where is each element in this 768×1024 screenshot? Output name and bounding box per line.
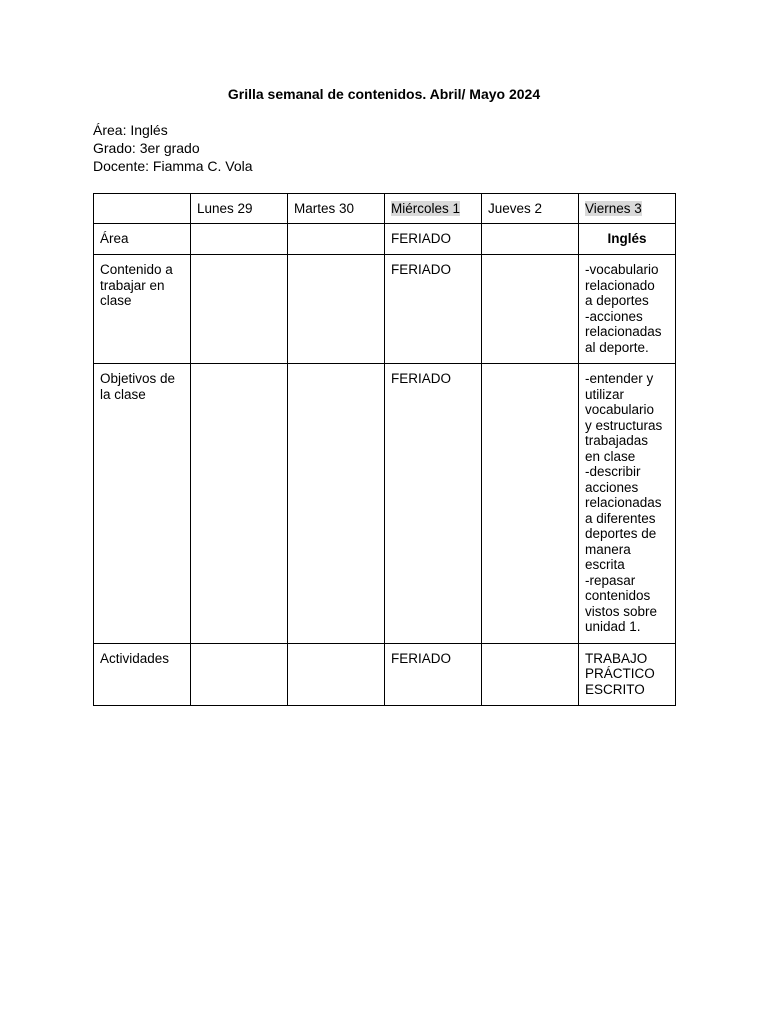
cell-line: trabajadas <box>585 433 649 448</box>
cell-line: ESCRITO <box>585 681 645 697</box>
cell-contenido-martes <box>288 255 385 364</box>
document-title: Grilla semanal de contenidos. Abril/ Mayo 2024 <box>227 86 541 102</box>
cell-contenido-lunes <box>191 255 288 364</box>
cell-line: unidad 1. <box>585 619 641 634</box>
row-label-objetivos <box>94 364 191 644</box>
cell-line: -describir <box>585 464 641 479</box>
cell-line: -vocabulario <box>585 262 659 277</box>
cell-line: PRÁCTICO <box>585 666 655 681</box>
cell-objetivos-jueves <box>482 364 579 644</box>
cell-contenido-miercoles: FERIADO <box>385 255 482 364</box>
document-meta <box>93 121 253 175</box>
cell-area-viernes: Inglés <box>579 223 676 255</box>
row-label-line: Objetivos de <box>100 371 176 386</box>
header-label-viernes: Viernes 3 <box>585 201 642 216</box>
header-label-lunes: Lunes 29 <box>197 201 253 216</box>
cell-line: al deporte. <box>585 339 649 355</box>
cell-objetivos-lunes <box>191 364 288 644</box>
header-cell-lunes <box>191 194 288 224</box>
cell-actividades-lunes <box>191 643 288 706</box>
cell-line: -entender y <box>585 371 654 386</box>
cell-contenido-jueves <box>482 255 579 364</box>
header-label-miercoles: Miércoles 1 <box>391 201 461 216</box>
cell-objetivos-martes <box>288 364 385 644</box>
header-cell-jueves <box>482 194 579 224</box>
cell-line: en clase <box>585 448 636 464</box>
cell-line: relacionado <box>585 277 655 293</box>
header-label-jueves: Jueves 2 <box>488 201 543 216</box>
table-row-actividades <box>94 643 676 706</box>
cell-area-lunes <box>191 223 288 255</box>
header-cell-viernes <box>579 194 676 224</box>
row-label-line: trabajar en <box>100 277 165 293</box>
weekly-content-table <box>93 193 676 706</box>
row-label-line: clase <box>100 293 132 308</box>
row-label-contenido <box>94 255 191 364</box>
table-header-row <box>94 194 676 224</box>
row-label-actividades: Actividades <box>94 643 191 706</box>
cell-actividades-martes <box>288 643 385 706</box>
header-label-martes: Martes 30 <box>294 201 355 216</box>
cell-line: deportes de <box>585 526 657 541</box>
table-row-objetivos <box>94 364 676 644</box>
meta-grado: Grado: 3er grado <box>93 140 200 156</box>
cell-line: vistos sobre <box>585 603 658 619</box>
cell-line: TRABAJO <box>585 650 648 666</box>
row-label-line: Contenido a <box>100 262 173 277</box>
cell-line: acciones <box>585 479 639 495</box>
header-cell-martes <box>288 194 385 224</box>
cell-line: utilizar <box>585 386 625 402</box>
row-label-area: Área <box>94 223 191 255</box>
cell-actividades-miercoles: FERIADO <box>385 643 482 706</box>
cell-area-jueves <box>482 223 579 255</box>
cell-contenido-viernes <box>579 255 676 364</box>
cell-actividades-jueves <box>482 643 579 706</box>
table-row-area <box>94 223 676 255</box>
cell-objetivos-viernes <box>579 364 676 644</box>
table-row-contenido <box>94 255 676 364</box>
cell-line: relacionadas <box>585 495 662 510</box>
cell-line: escrita <box>585 557 625 572</box>
cell-line: manera <box>585 541 631 557</box>
header-cell-empty <box>94 194 191 224</box>
cell-line: relacionadas <box>585 324 662 339</box>
cell-area-miercoles: FERIADO <box>385 223 482 255</box>
cell-line: -repasar <box>585 572 636 588</box>
cell-area-martes <box>288 223 385 255</box>
meta-area: Área: Inglés <box>93 122 168 138</box>
meta-docente: Docente: Fiamma C. Vola <box>93 158 253 174</box>
cell-actividades-viernes <box>579 643 676 706</box>
cell-line: contenidos <box>585 588 651 603</box>
cell-line: y estructuras <box>585 417 663 433</box>
header-cell-miercoles <box>385 194 482 224</box>
cell-objetivos-miercoles: FERIADO <box>385 364 482 644</box>
cell-line: -acciones <box>585 308 643 324</box>
cell-line: vocabulario <box>585 402 655 417</box>
cell-line: a deportes <box>585 293 649 308</box>
cell-line: a diferentes <box>585 510 656 526</box>
row-label-line: la clase <box>100 386 146 402</box>
